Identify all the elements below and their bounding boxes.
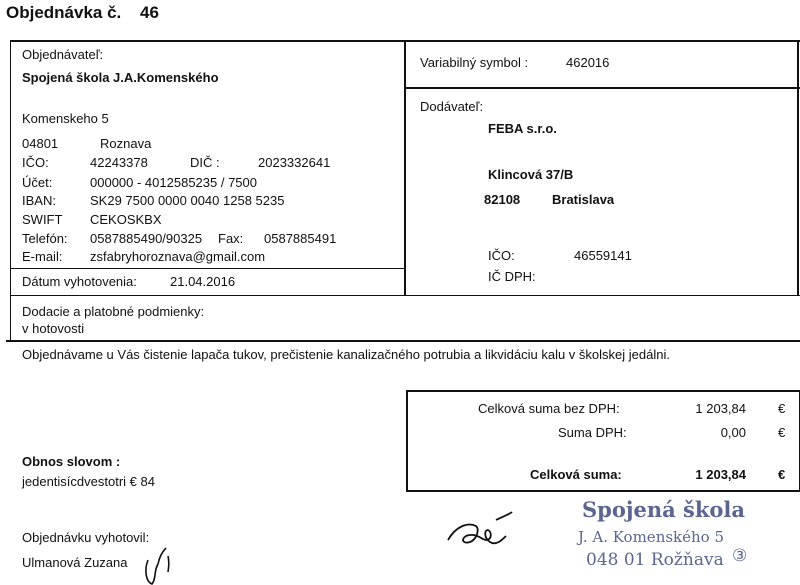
order-number: 46 (140, 3, 159, 22)
frame-date-top (10, 268, 406, 269)
total-value: 1 203,84 (695, 467, 746, 482)
supplier-name: FEBA s.r.o. (488, 121, 557, 136)
vat-label: Suma DPH: (558, 425, 627, 440)
supplier-ico-label: IČO: (488, 248, 515, 263)
currency-3: € (778, 467, 786, 482)
orderer-dic-label: DIČ : (190, 155, 220, 170)
orderer-fax: 0587885491 (264, 231, 337, 246)
stamp-mark: ③ (732, 546, 748, 566)
currency-1: € (778, 401, 786, 416)
orderer-iban-label: IBAN: (22, 193, 56, 208)
variable-symbol: 462016 (566, 55, 610, 70)
orderer-phone-label: Telefón: (22, 231, 68, 246)
supplier-street: Klincová 37/B (488, 167, 574, 182)
stamp-line1: Spojená škola (582, 497, 745, 522)
page-title (6, 3, 159, 23)
issued-by-label: Objednávku vyhotovil: (22, 530, 150, 545)
orderer-account: 000000 - 4012585235 / 7500 (90, 175, 257, 190)
issue-date: 21.04.2016 (170, 274, 236, 289)
terms-label: Dodacie a platobné podmienky: (22, 304, 205, 319)
orderer-name: Spojená škola J.A.Komenského (22, 70, 219, 85)
orderer-iban: SK29 7500 0000 0040 1258 5235 (90, 193, 285, 208)
supplier-icdph-label: IČ DPH: (488, 269, 536, 284)
stamp-line2: J. A. Komenského 5 (578, 528, 725, 546)
signature-large (446, 510, 526, 555)
supplier-label: Dodávateľ: (420, 99, 484, 114)
in-words-label: Obnos slovom : (22, 454, 121, 469)
orderer-phone: 0587885490/90325 (90, 231, 203, 246)
order-text: Objednávame u Vás čistenie lapača tukov, prečistenie kanalizačného potrubia a likvidáciu kalu v školskej jedálni. (22, 347, 670, 362)
frame-mid-vertical (404, 40, 406, 296)
supplier-zip: 82108 (484, 192, 521, 207)
stamp-line3: 048 01 Rožňava (586, 550, 724, 570)
total-without-vat: 1 203,84 (695, 401, 746, 416)
vat-value: 0,00 (720, 425, 746, 440)
frame-supplier-bottom (10, 295, 800, 296)
signature-small (142, 540, 182, 585)
supplier-ico: 46559141 (574, 248, 632, 263)
orderer-email: zsfabryhoroznava@gmail.com (90, 249, 266, 264)
orderer-city: Roznava (100, 136, 152, 151)
title-label: Objednávka č. (6, 3, 122, 22)
issue-date-label: Dátum vyhotovenia: (22, 274, 137, 289)
total-without-vat-label: Celková suma bez DPH: (478, 401, 620, 416)
currency-2: € (778, 425, 786, 440)
issued-by-name: Ulmanová Zuzana (22, 555, 128, 570)
in-words-value: jedentisícdvestotri € 84 (22, 474, 155, 489)
orderer-ico: 42243378 (90, 155, 148, 170)
orderer-label: Objednávateľ: (22, 47, 104, 62)
orderer-account-label: Účet: (22, 175, 53, 190)
orderer-swift-label: SWIFT (22, 212, 63, 227)
orderer-email-label: E-mail: (22, 249, 63, 264)
frame-right (797, 40, 799, 296)
orderer-zip: 04801 (22, 136, 59, 151)
supplier-city: Bratislava (552, 192, 615, 207)
orderer-dic: 2023332641 (258, 155, 331, 170)
orderer-street: Komenskeho 5 (22, 111, 109, 126)
orderer-swift: CEKOSKBX (90, 212, 162, 227)
total-label: Celková suma: (530, 467, 622, 482)
frame-supplier-top (404, 87, 800, 89)
orderer-ico-label: IČO: (22, 155, 49, 170)
frame-terms-bottom (6, 340, 800, 342)
variable-symbol-label: Variabilný symbol : (420, 55, 529, 70)
orderer-fax-label: Fax: (218, 231, 244, 246)
terms-value: v hotovosti (22, 321, 85, 336)
